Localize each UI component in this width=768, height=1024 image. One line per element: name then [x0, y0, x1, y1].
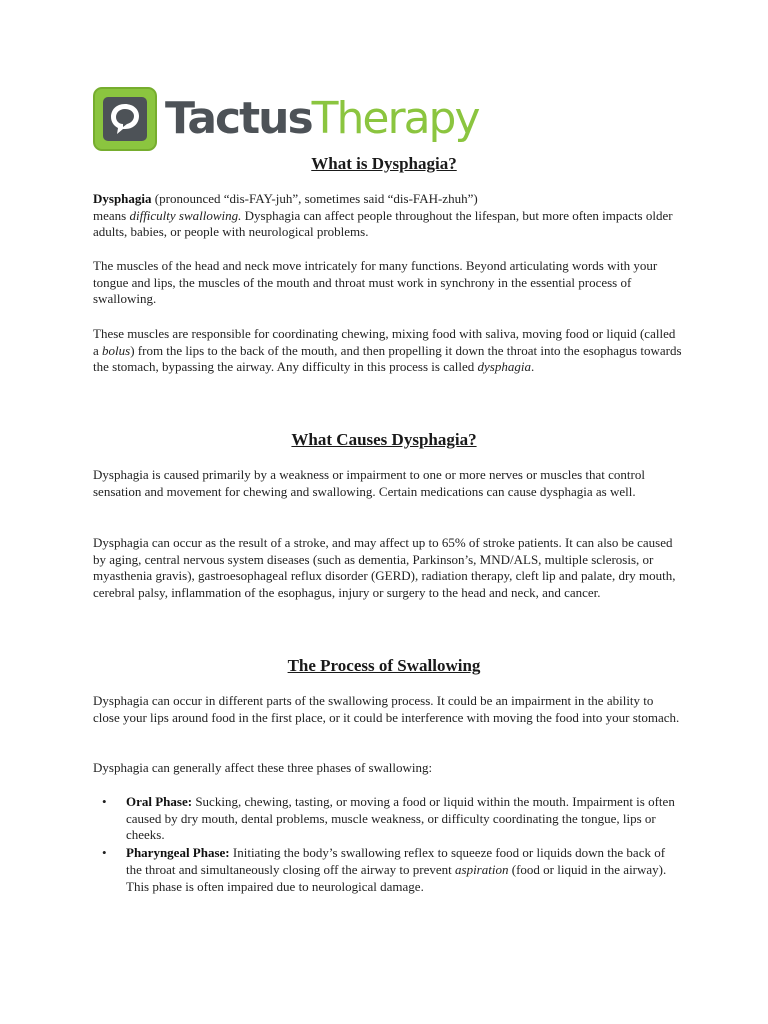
heading-process-of-swallowing: The Process of Swallowing — [287, 656, 481, 675]
paragraph-causes-primary: Dysphagia is caused primarily by a weakness or impairment to one or more nerves or muscles that control sensation and movement for chewing and swallowing. Certain medications can cause dysphagia as well. — [93, 467, 645, 499]
paragraph-definition — [93, 191, 683, 241]
brand-word-tactus: Tactus — [165, 93, 312, 144]
bullet-marker: • — [102, 794, 107, 809]
list-item-oral-phase — [93, 794, 683, 844]
term-dysphagia: Dysphagia — [93, 191, 152, 206]
text-segment: These muscles are responsible for coordinating chewing, mixing food with saliva, moving food or liquid (called a — [93, 326, 676, 358]
paragraph-three-phases-intro: Dysphagia can generally affect these three phases of swallowing: — [93, 760, 433, 775]
paragraph-muscles-function: The muscles of the head and neck move intricately for many functions. Beyond articulating words with your tongue and lips, the muscles of the mouth and throat must work in synchrony in the essential process of swallowing. — [93, 258, 658, 307]
paragraph-causes-stroke: Dysphagia can occur as the result of a stroke, and may affect up to 65% of stroke patients. It can also be caused by aging, central nervous system diseases (such as dementia, Parkinson’s, MND/ALS, multiple sclerosis, or myasthenia gravis), gastroesophageal reflux disorder (GERD), radiation therapy, cleft lip and palate, dry mouth, cerebral palsy, inflammation of the esophagus, injury or surgery to the head and neck, and cancer. — [93, 535, 676, 601]
speech-bubble-head-icon — [93, 87, 157, 151]
term-bolus: bolus — [102, 342, 131, 358]
brand-name — [165, 86, 479, 152]
definition-italic: difficulty swallowing. — [129, 207, 242, 223]
paragraph-swallowing-process: Dysphagia can occur in different parts of the swallowing process. It could be an impairment in the ability to close your lips around food in the first place, or it could be interference with moving the food into your stomach. — [93, 693, 680, 725]
list-item-pharyngeal-phase — [93, 845, 683, 895]
phases-list — [93, 794, 683, 896]
tactus-therapy-logo — [93, 86, 479, 152]
phase-label: Pharyngeal Phase: — [126, 845, 230, 861]
heading-what-is-dysphagia: What is Dysphagia? — [311, 154, 457, 173]
term-dysphagia-italic: dysphagia — [477, 359, 531, 375]
brand-word-therapy: Therapy — [311, 93, 479, 144]
term-aspiration: aspiration — [455, 861, 509, 877]
pronunciation-text: (pronounced “dis-FAY-juh”, sometimes said “dis-FAH-zhuh”) — [151, 191, 478, 206]
phase-text: (food or liquid in the airway). This phase is often impaired due to neurological damage. — [126, 861, 667, 894]
text-segment: ) from the lips to the back of the mouth, and then propelling it down the throat into the esophagus towards the stomach, bypassing the airway. Any difficulty in this process is called — [93, 342, 682, 375]
phase-text: Sucking, chewing, tasting, or moving a food or liquid within the mouth. Impairment is often caused by dry mouth, dental problems, muscle weakness, or difficulty coordinating the tongue, lips or cheeks. — [126, 794, 675, 843]
means-text: means — [93, 207, 130, 223]
heading-what-causes-dysphagia: What Causes Dysphagia? — [291, 430, 477, 449]
phase-label: Oral Phase: — [126, 794, 193, 809]
paragraph-muscles-responsible — [93, 326, 683, 376]
bullet-marker: • — [102, 845, 107, 861]
text-segment: . — [530, 359, 535, 375]
definition-rest: Dysphagia can affect people throughout the lifespan, but more often impacts older adults, babies, or people with neurological problems. — [93, 207, 673, 240]
phase-text: Initiating the body’s swallowing reflex to squeeze food or liquids down the back of the throat and simultaneously closing off the airway to prevent — [126, 845, 666, 877]
